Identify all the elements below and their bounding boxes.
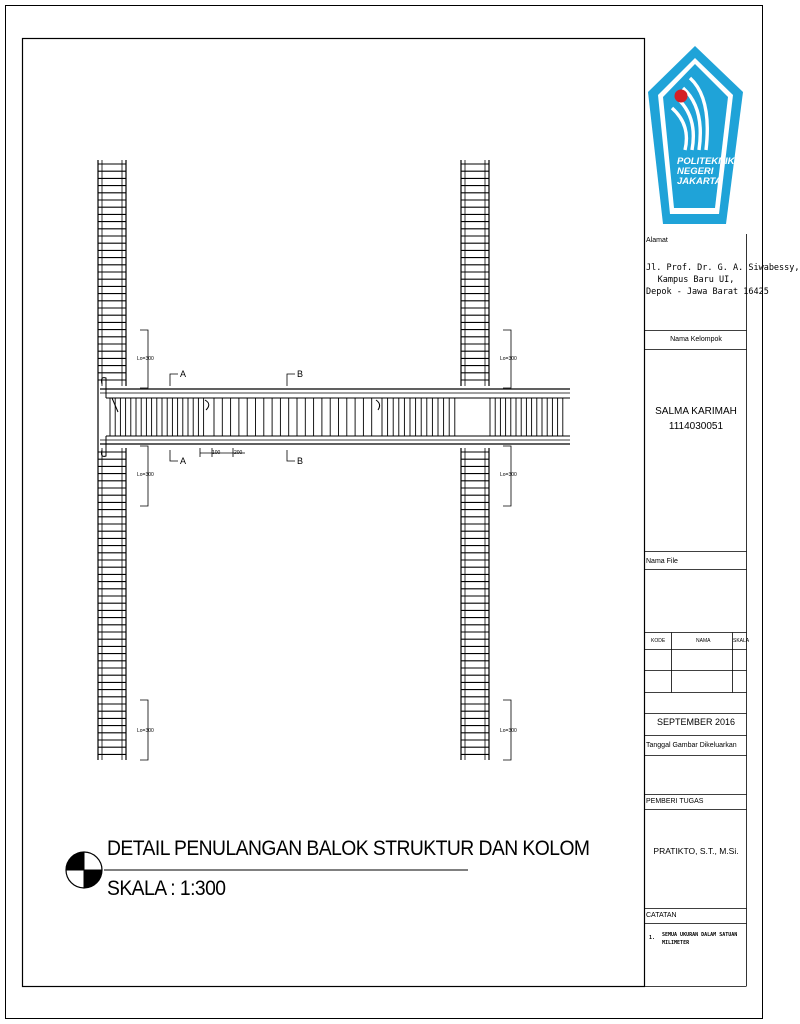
logo-text bbox=[677, 157, 735, 187]
spacing-label-1: 100 bbox=[212, 450, 221, 456]
notes-label: CATATAN bbox=[646, 912, 677, 919]
section-symbol bbox=[66, 852, 102, 888]
student-id: 1114030051 bbox=[668, 421, 724, 432]
issue-date-label: Tanggal Gambar Dikeluarkan bbox=[646, 742, 737, 749]
table-header-code: KODE bbox=[651, 638, 666, 644]
student-name: SALMA KARIMAH bbox=[655, 406, 737, 417]
address-text bbox=[646, 262, 800, 298]
note-1-line-2: MILIMETER bbox=[662, 940, 690, 946]
address-label: Alamat bbox=[646, 237, 668, 244]
logo-line-3: JAKARTA bbox=[677, 176, 722, 187]
spacing-label-2: 200 bbox=[234, 450, 243, 456]
table-header-scale: SKALA bbox=[733, 638, 750, 644]
address-line-1: Jl. Prof. Dr. G. A. Siwabessy, bbox=[646, 263, 800, 273]
section-a-bottom: A bbox=[180, 456, 187, 466]
note-1-number: 1. bbox=[649, 935, 656, 941]
lo-label-right-3: Lo=300 bbox=[500, 728, 517, 734]
table-header-name: NAMA bbox=[696, 638, 711, 644]
assigner-name: PRATIKTO, S.T., M.Si. bbox=[653, 846, 739, 856]
group-label: Nama Kelompok bbox=[670, 336, 722, 343]
section-b-top: B bbox=[297, 369, 304, 379]
section-a-top: A bbox=[180, 369, 187, 379]
beam bbox=[100, 378, 570, 457]
lo-label-left-3: Lo=300 bbox=[137, 728, 154, 734]
file-label: Nama File bbox=[646, 558, 678, 565]
logo-line-2: NEGERI bbox=[677, 166, 714, 177]
drawing-scale: SKALA : 1:300 bbox=[107, 877, 226, 900]
title-block-grid bbox=[644, 234, 800, 987]
institution-logo bbox=[648, 46, 743, 224]
left-column bbox=[98, 160, 126, 760]
note-1-line-1: SEMUA UKURAN DALAM SATUAN bbox=[662, 932, 738, 938]
section-b-bottom: B bbox=[297, 456, 304, 466]
drawing-title: DETAIL PENULANGAN BALOK STRUKTUR DAN KOLOM bbox=[107, 837, 590, 860]
lo-label-right-2: Lo=300 bbox=[500, 472, 517, 478]
address-line-3: Depok - Jawa Barat 16425 bbox=[646, 287, 769, 297]
issue-date: SEPTEMBER 2016 bbox=[656, 717, 736, 727]
sheet-outer-border bbox=[6, 6, 800, 1019]
lo-label-left-2: Lo=300 bbox=[137, 472, 154, 478]
lo-label-left-1: Lo=300 bbox=[137, 356, 154, 362]
address-line-2: Kampus Baru UI, bbox=[657, 275, 735, 285]
assigner-label: PEMBERI TUGAS bbox=[646, 798, 704, 805]
note-1-text bbox=[662, 931, 737, 947]
logo-line-1: POLITEKNIK bbox=[677, 156, 735, 167]
right-column bbox=[461, 160, 489, 760]
lo-label-right-1: Lo=300 bbox=[500, 356, 517, 362]
